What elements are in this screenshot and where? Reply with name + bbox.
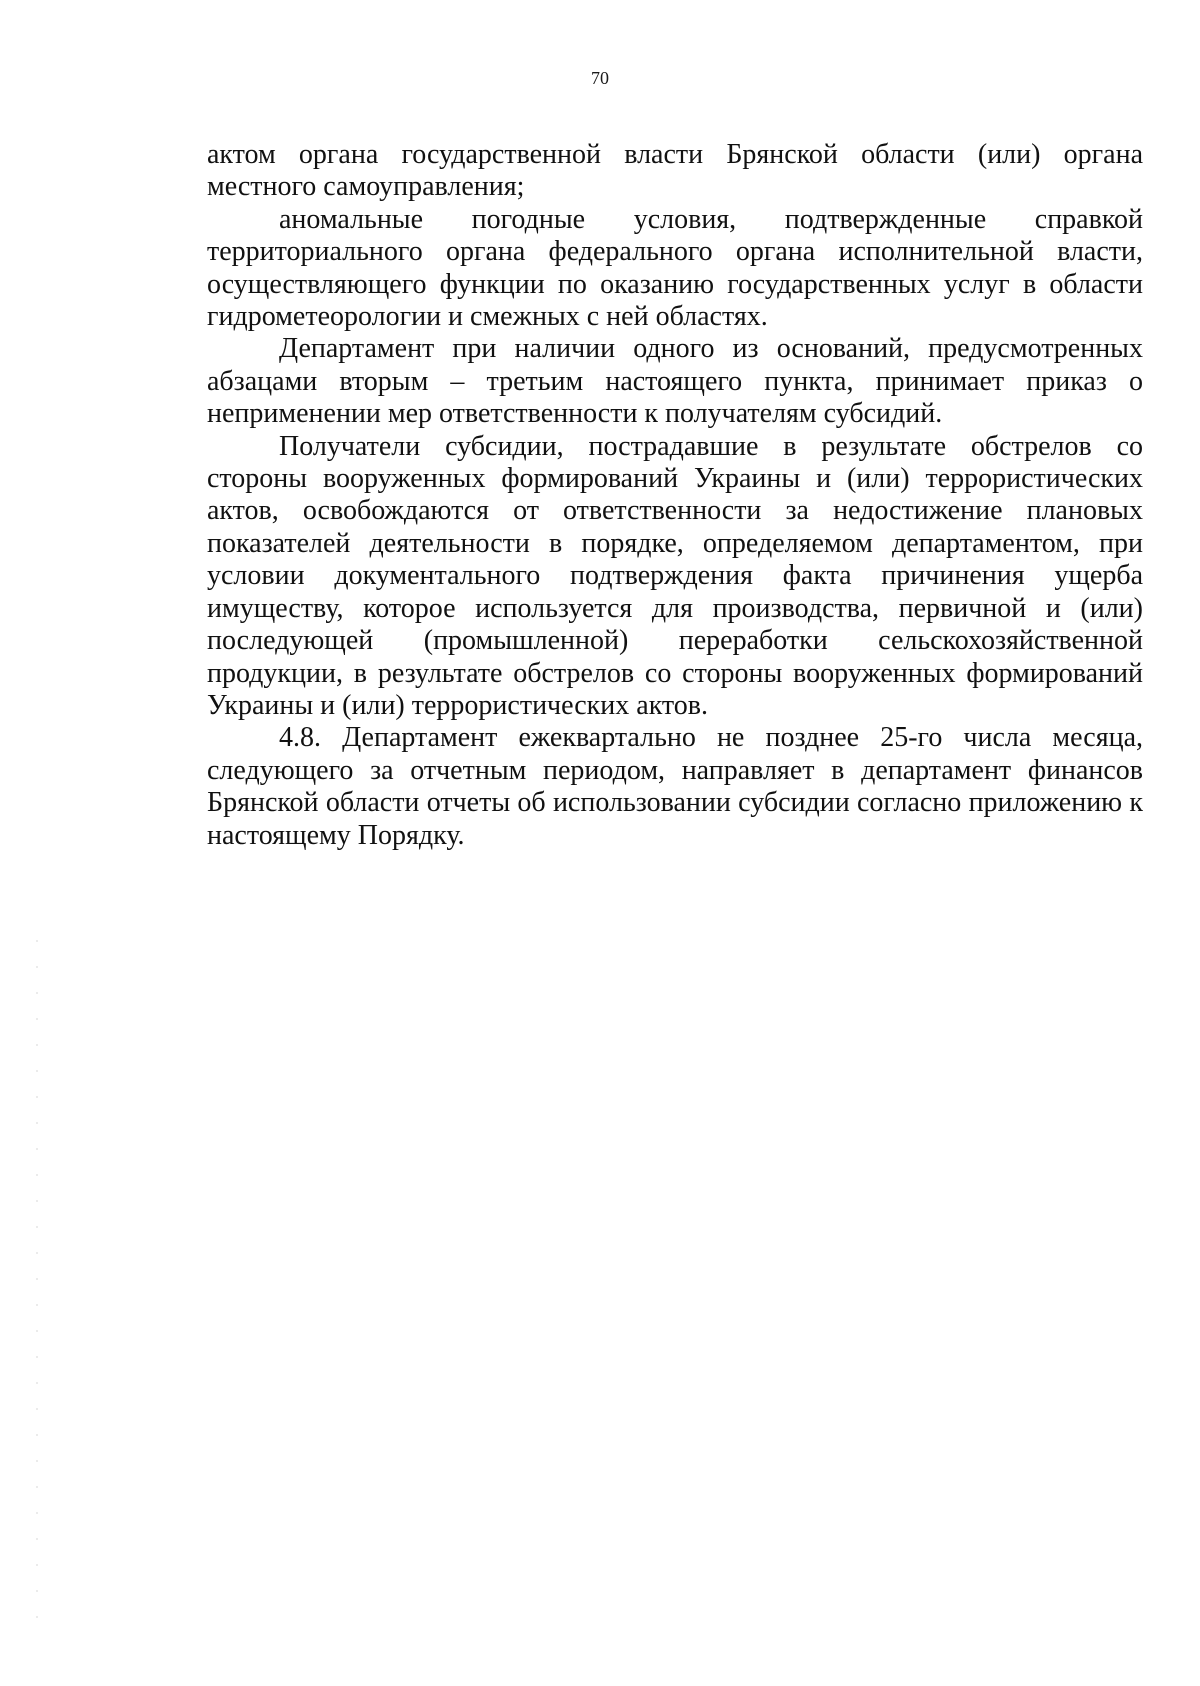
page-number: 70 <box>591 68 609 88</box>
paragraph-1: актом органа государственной власти Брянской области (или) органа местного самоуправления; <box>207 139 1143 203</box>
scan-margin-artifact <box>36 940 38 1620</box>
paragraph-4: Получатели субсидии, пострадавшие в результате обстрелов со стороны вооруженных формирований Украины и (или) террористических актов, освобождаются от ответственности за недостижение плановых показателей деятельности в порядке, определяемом департаментом, при условии документального подтверждения факта причинения ущерба имуществу, которое используется для производства, первичной и (или) последующей (промышленной) переработки сельскохозяйственной продукции, в результате обстрелов со стороны вооруженных формирований Украины и (или) террористических актов. <box>207 430 1143 721</box>
document-body <box>207 139 1143 852</box>
paragraph-2: аномальные погодные условия, подтвержденные справкой территориального органа федерального органа исполнительной власти, осуществляющего функции по оказанию государственных услуг в области гидрометеорологии и смежных с ней областях. <box>207 203 1143 333</box>
paragraph-3: Департамент при наличии одного из оснований, предусмотренных абзацами вторым – третьим настоящего пункта, принимает приказ о неприменении мер ответственности к получателям субсидий. <box>207 333 1143 430</box>
paragraph-5: 4.8. Департамент ежеквартально не позднее 25-го числа месяца, следующего за отчетным периодом, направляет в департамент финансов Брянской области отчеты об использовании субсидии согласно приложению к настоящему Порядку. <box>207 722 1143 851</box>
